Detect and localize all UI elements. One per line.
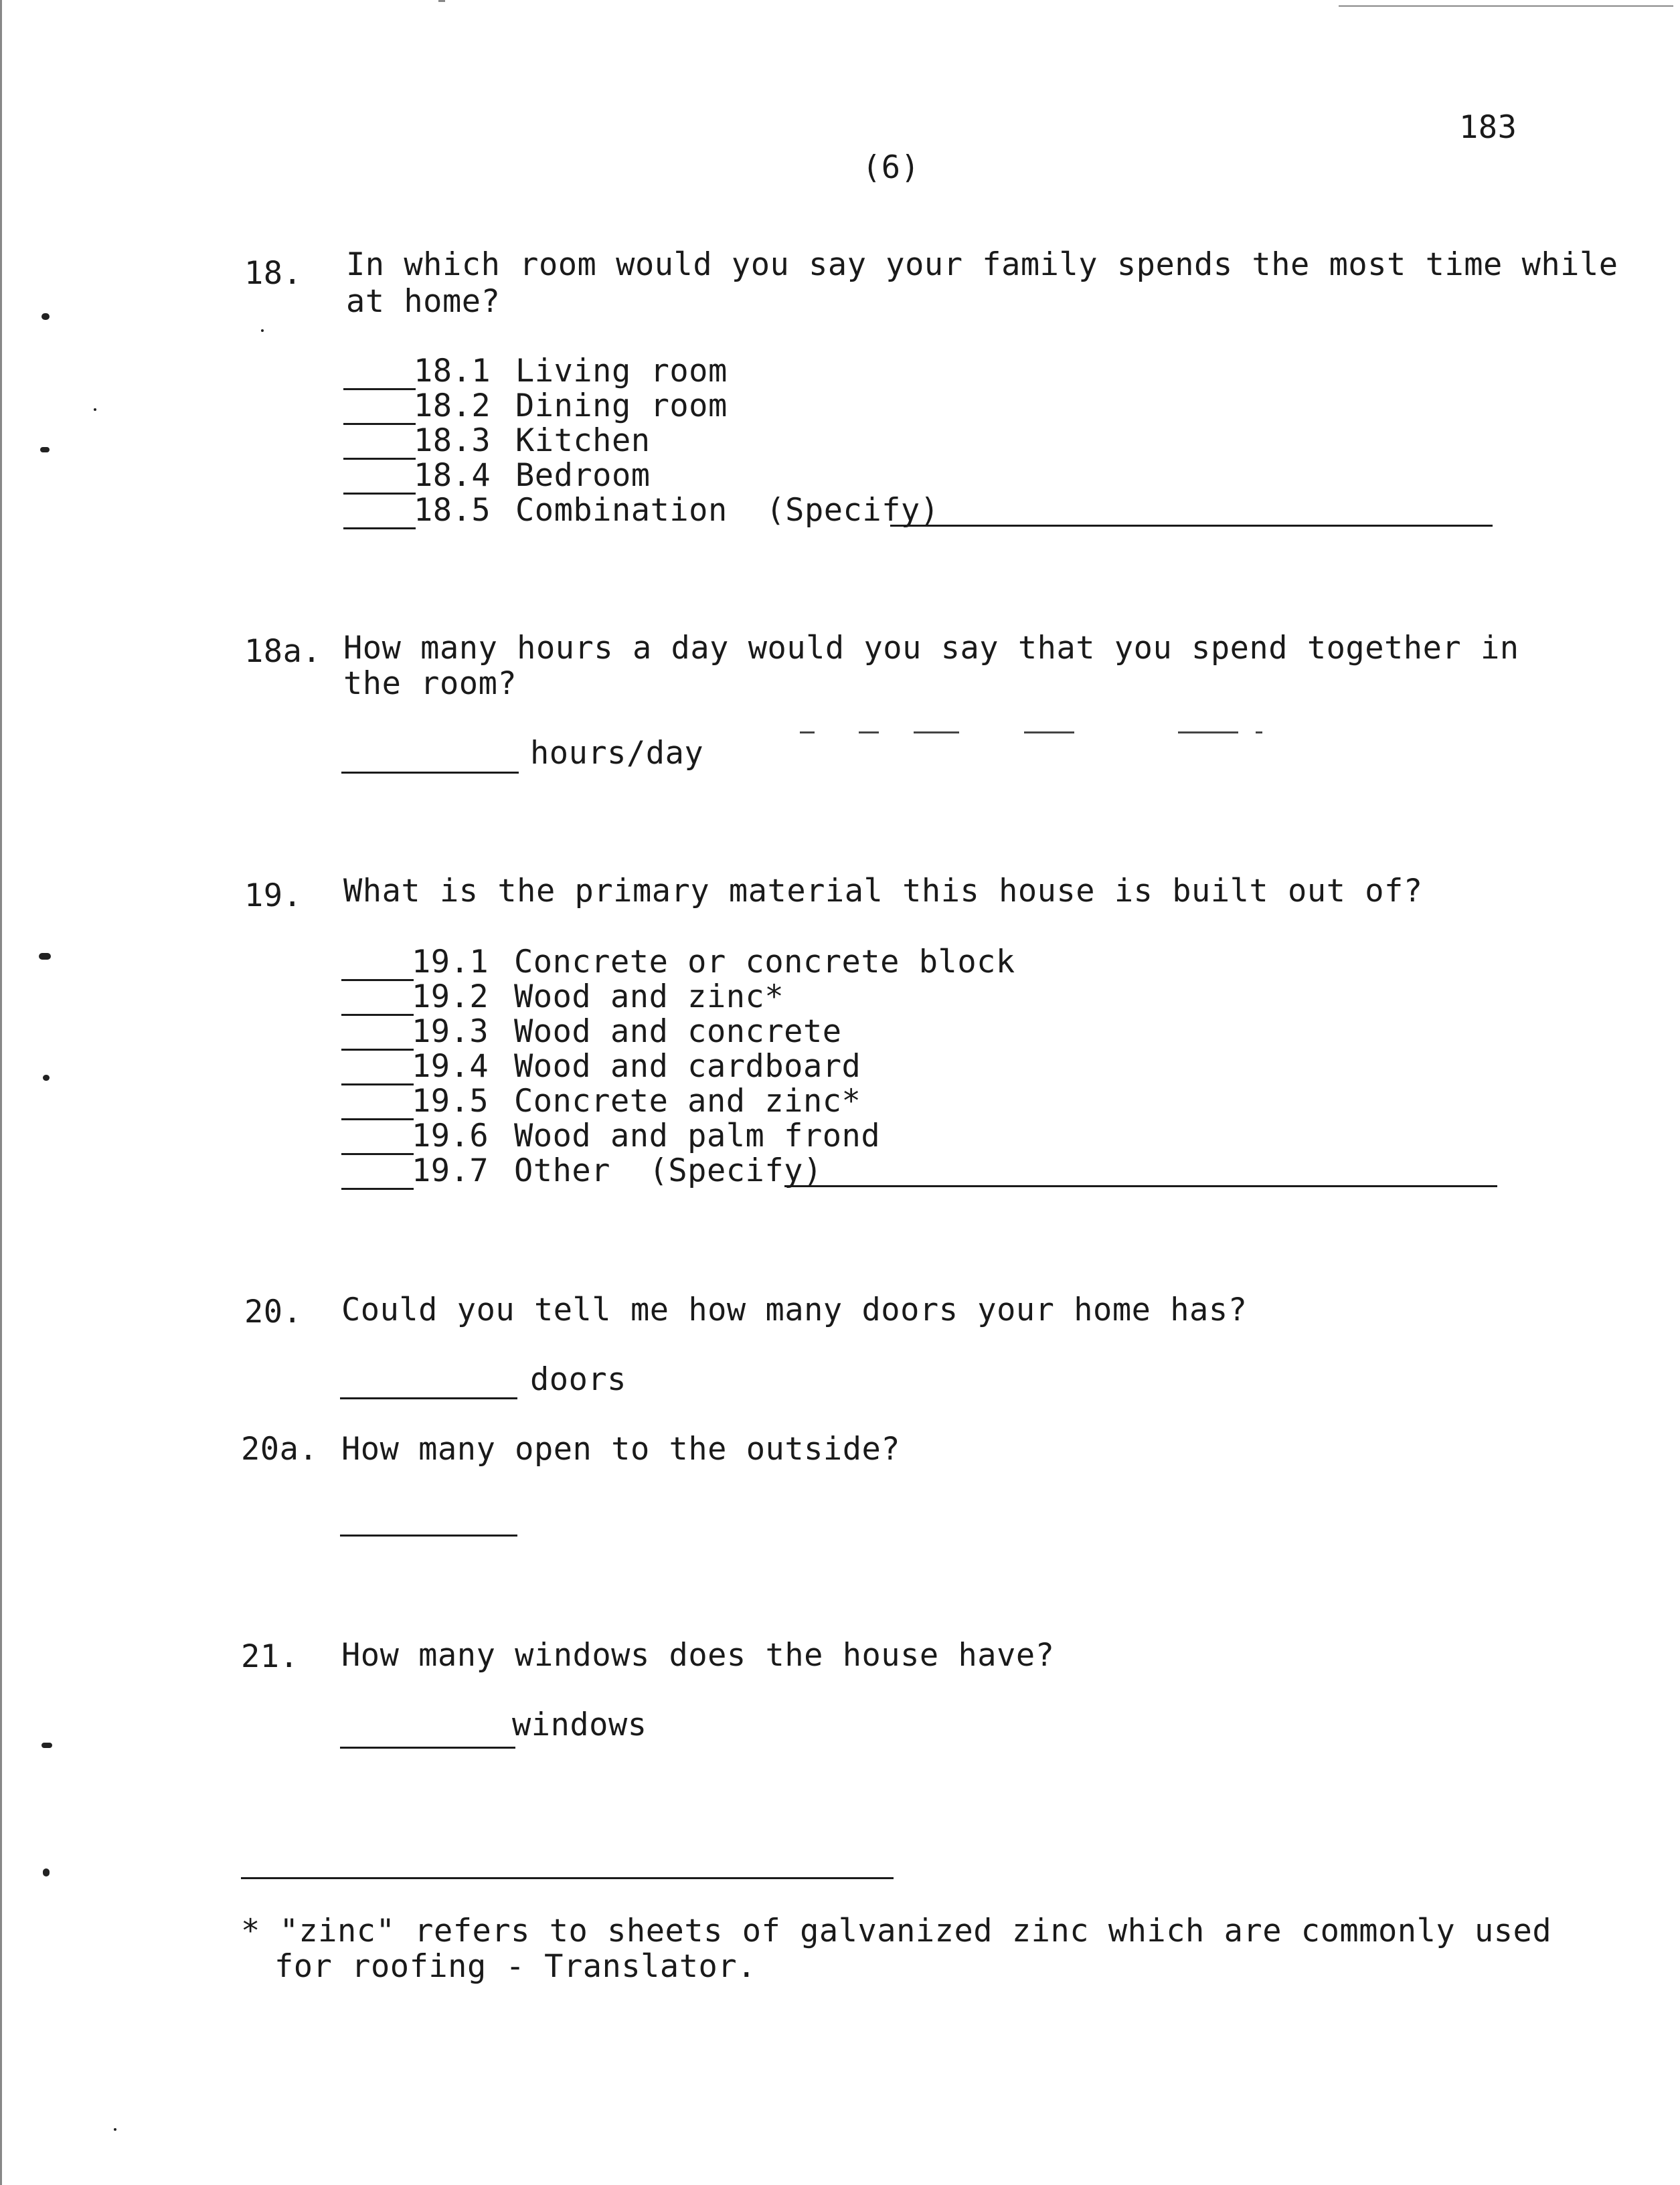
option-label-19-7: Other (Specify) [514, 1152, 823, 1189]
footnote-line1: * "zinc" refers to sheets of galvanized zinc which are commonly used [241, 1913, 1552, 1949]
margin-speck [94, 408, 96, 411]
page-number: 183 [1459, 109, 1517, 146]
dash-mark [859, 731, 879, 733]
option-label-19-1: Concrete or concrete block [514, 944, 1015, 980]
answer-blank-18-2[interactable] [343, 423, 416, 425]
answer-blank-19-5[interactable] [341, 1118, 414, 1120]
top-edge-mark [1339, 5, 1673, 7]
margin-speck [39, 953, 51, 960]
option-code-18-5: 18.5 [414, 492, 491, 529]
option-code-19-1: 19.1 [412, 944, 489, 980]
option-label-19-6: Wood and palm frond [514, 1118, 881, 1154]
question-18a-text-line1: How many hours a day would you say that you spend together in [343, 630, 1519, 667]
specify-field-19-7[interactable] [784, 1185, 1497, 1187]
dash-mark [1256, 731, 1262, 733]
option-label-19-2: Wood and zinc* [514, 978, 784, 1015]
margin-speck [43, 1075, 50, 1081]
option-code-19-2: 19.2 [412, 978, 489, 1015]
footnote-rule [241, 1877, 894, 1879]
option-label-18-4: Bedroom [515, 457, 651, 494]
question-20-text: Could you tell me how many doors your home has? [341, 1292, 1248, 1328]
question-18a-number: 18a. [244, 633, 322, 670]
margin-speck [40, 447, 50, 452]
answer-blank-19-1[interactable] [341, 979, 414, 981]
answer-blank-19-2[interactable] [341, 1014, 414, 1016]
footnote-line2: for roofing - Translator. [274, 1948, 756, 1985]
option-code-19-5: 19.5 [412, 1083, 489, 1120]
answer-blank-18-3[interactable] [343, 458, 416, 460]
answer-blank-18-5[interactable] [343, 527, 416, 529]
windows-count-field[interactable] [340, 1747, 515, 1749]
option-code-18-2: 18.2 [414, 387, 491, 424]
question-19-number: 19. [244, 877, 303, 914]
question-20-number: 20. [244, 1294, 303, 1330]
option-code-19-7: 19.7 [412, 1152, 489, 1189]
question-20a-number: 20a. [241, 1431, 319, 1468]
hours-per-day-field[interactable] [341, 772, 519, 774]
option-code-18-1: 18.1 [414, 353, 491, 389]
option-label-18-1: Living room [515, 353, 728, 389]
question-21-text: How many windows does the house have? [341, 1637, 1055, 1674]
option-label-18-5: Combination (Specify) [515, 492, 940, 529]
question-21-number: 21. [241, 1638, 299, 1675]
dash-mark [1178, 731, 1238, 733]
section-label: (6) [862, 149, 920, 186]
margin-speck [114, 2128, 116, 2131]
margin-speck [41, 313, 50, 320]
windows-unit: windows [512, 1707, 647, 1743]
answer-blank-18-4[interactable] [343, 493, 416, 495]
option-code-19-3: 19.3 [412, 1013, 489, 1050]
hours-per-day-unit: hours/day [530, 735, 704, 772]
doors-count-field[interactable] [340, 1397, 517, 1399]
option-code-19-4: 19.4 [412, 1048, 489, 1085]
question-19-text: What is the primary material this house is built out of? [343, 873, 1423, 909]
question-20a-text: How many open to the outside? [341, 1431, 901, 1468]
question-18-number: 18. [244, 255, 303, 292]
answer-blank-19-4[interactable] [341, 1083, 414, 1085]
answer-blank-19-6[interactable] [341, 1153, 414, 1155]
option-label-19-5: Concrete and zinc* [514, 1083, 861, 1120]
option-label-19-3: Wood and concrete [514, 1013, 842, 1050]
answer-blank-18-1[interactable] [343, 388, 416, 390]
option-label-19-4: Wood and cardboard [514, 1048, 861, 1085]
outside-doors-field[interactable] [340, 1535, 517, 1537]
question-18-text-line2: at home? [346, 283, 501, 320]
option-code-18-3: 18.3 [414, 422, 491, 459]
question-18a-text-line2: the room? [343, 665, 517, 702]
option-code-18-4: 18.4 [414, 457, 491, 494]
option-label-18-2: Dining room [515, 387, 728, 424]
option-label-18-3: Kitchen [515, 422, 651, 459]
option-code-19-6: 19.6 [412, 1118, 489, 1154]
answer-blank-19-3[interactable] [341, 1049, 414, 1051]
question-18-text-line1: In which room would you say your family spends the most time while [346, 246, 1618, 283]
margin-speck [43, 1868, 50, 1876]
answer-blank-19-7[interactable] [341, 1188, 414, 1190]
left-page-edge [0, 0, 2, 2185]
dash-mark [800, 731, 815, 733]
dash-mark [914, 731, 959, 733]
margin-speck [41, 1743, 52, 1748]
dash-mark [1024, 731, 1074, 733]
specify-field-18-5[interactable] [890, 525, 1493, 527]
margin-speck [261, 329, 264, 332]
doors-unit: doors [530, 1361, 626, 1398]
top-edge-tick [438, 0, 445, 2]
